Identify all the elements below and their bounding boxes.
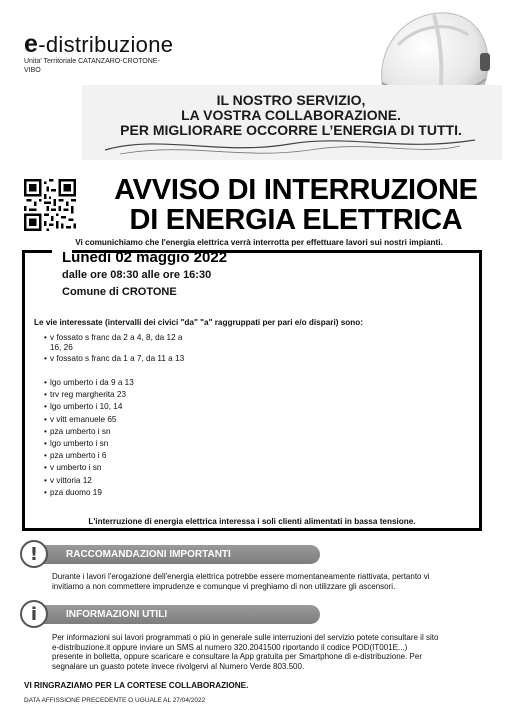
street-item-continued: 16, 26 bbox=[50, 343, 73, 352]
street-item: • v vittoria 12 bbox=[44, 476, 92, 485]
street-item: • lgo umberto i sn bbox=[44, 439, 109, 448]
thanks-text: VI RINGRAZIAMO PER LA CORTESE COLLABORAZIONE. bbox=[24, 681, 249, 690]
street-item: • pza umberto i sn bbox=[44, 427, 111, 436]
territorial-unit bbox=[24, 57, 194, 75]
posting-date: DATA AFFISSIONE PRECEDENTE O UGUALE AL 27/04/2022 bbox=[24, 697, 206, 704]
street-item: • v fossato s franc da 1 a 7, da 11 a 13 bbox=[44, 354, 185, 363]
slogan-line-1: IL NOSTRO SERVIZIO, bbox=[216, 92, 366, 108]
info-icon: i bbox=[20, 600, 48, 628]
street-item: • lgo umberto i 10, 14 bbox=[44, 402, 123, 411]
street-item: • v umberto i sn bbox=[44, 463, 102, 472]
outage-comune: Comune di CROTONE bbox=[62, 286, 177, 298]
street-item: • pza duomo 19 bbox=[44, 488, 102, 497]
unit-line-1: Unita' Territoriale CATANZARO-CROTONE- bbox=[24, 58, 160, 65]
outage-date: Lunedì 02 maggio 2022 bbox=[62, 249, 228, 266]
slogan-line-3: PER MIGLIORARE OCCORRE L’ENERGIA DI TUTTI. bbox=[120, 122, 462, 138]
recommendations-text: Durante i lavori l'erogazione dell'energia elettrica potrebbe essere momentaneamente riattivata, pertanto vi invitiamo a non commettere imprudenze e comunque vi preghiamo di non utilizzare gli ascensori. bbox=[52, 572, 430, 591]
intro-text: Vi comunichiamo che l'energia elettrica verrà interrotta per effettuare lavori sui nostri impianti. bbox=[75, 238, 443, 247]
notice-title bbox=[86, 175, 506, 235]
decorative-swirl-icon bbox=[100, 130, 480, 160]
low-voltage-note: L'interruzione di energia elettrica interessa i soli clienti alimentati in bassa tensione. bbox=[88, 517, 416, 526]
outage-hours: dalle ore 08:30 alle ore 16:30 bbox=[62, 269, 212, 281]
qr-code-icon bbox=[24, 179, 76, 231]
unit-line-2: VIBO bbox=[24, 67, 41, 74]
title-line-1: AVVISO DI INTERRUZIONE bbox=[114, 174, 478, 206]
logo-prefix: e bbox=[24, 30, 39, 58]
streets-title: Le vie interessate (intervalli dei civici "da" "a" raggruppati per pari e/o dispari) sono: bbox=[34, 318, 364, 327]
slogan-line-2: LA VOSTRA COLLABORAZIONE. bbox=[181, 107, 401, 123]
street-item: • v fossato s franc da 2 a 4, 8, da 12 a bbox=[44, 333, 183, 342]
warning-icon: ! bbox=[20, 540, 48, 568]
info-heading: INFORMAZIONI UTILI bbox=[40, 605, 320, 624]
info-text: Per informazioni sui lavori programmati o più in generale sulle interruzioni del servizio potete consultare il sito e-distribuzione.it oppure inviare un SMS al numero 320.2041500 riportando il codice POD(IT001E...) presente in bolletta, oppure scaricare e consultare la App gratuita per Smartphone di e-distribuzione. Per segnalare un guasto potete invece rivolgervi al Numero Verde 803.500. bbox=[52, 633, 439, 671]
street-item: • pza umberto i 6 bbox=[44, 451, 107, 460]
e-distribuzione-logo bbox=[24, 30, 173, 59]
street-item: • lgo umberto i da 9 a 13 bbox=[44, 378, 134, 387]
title-line-2: DI ENERGIA ELETTRICA bbox=[129, 204, 463, 236]
logo-text: -distribuzione bbox=[38, 32, 174, 57]
street-item: • v vitt emanuele 65 bbox=[44, 415, 117, 424]
recommendations-heading: RACCOMANDAZIONI IMPORTANTI bbox=[40, 545, 320, 564]
street-item: • trv reg margherita 23 bbox=[44, 390, 126, 399]
